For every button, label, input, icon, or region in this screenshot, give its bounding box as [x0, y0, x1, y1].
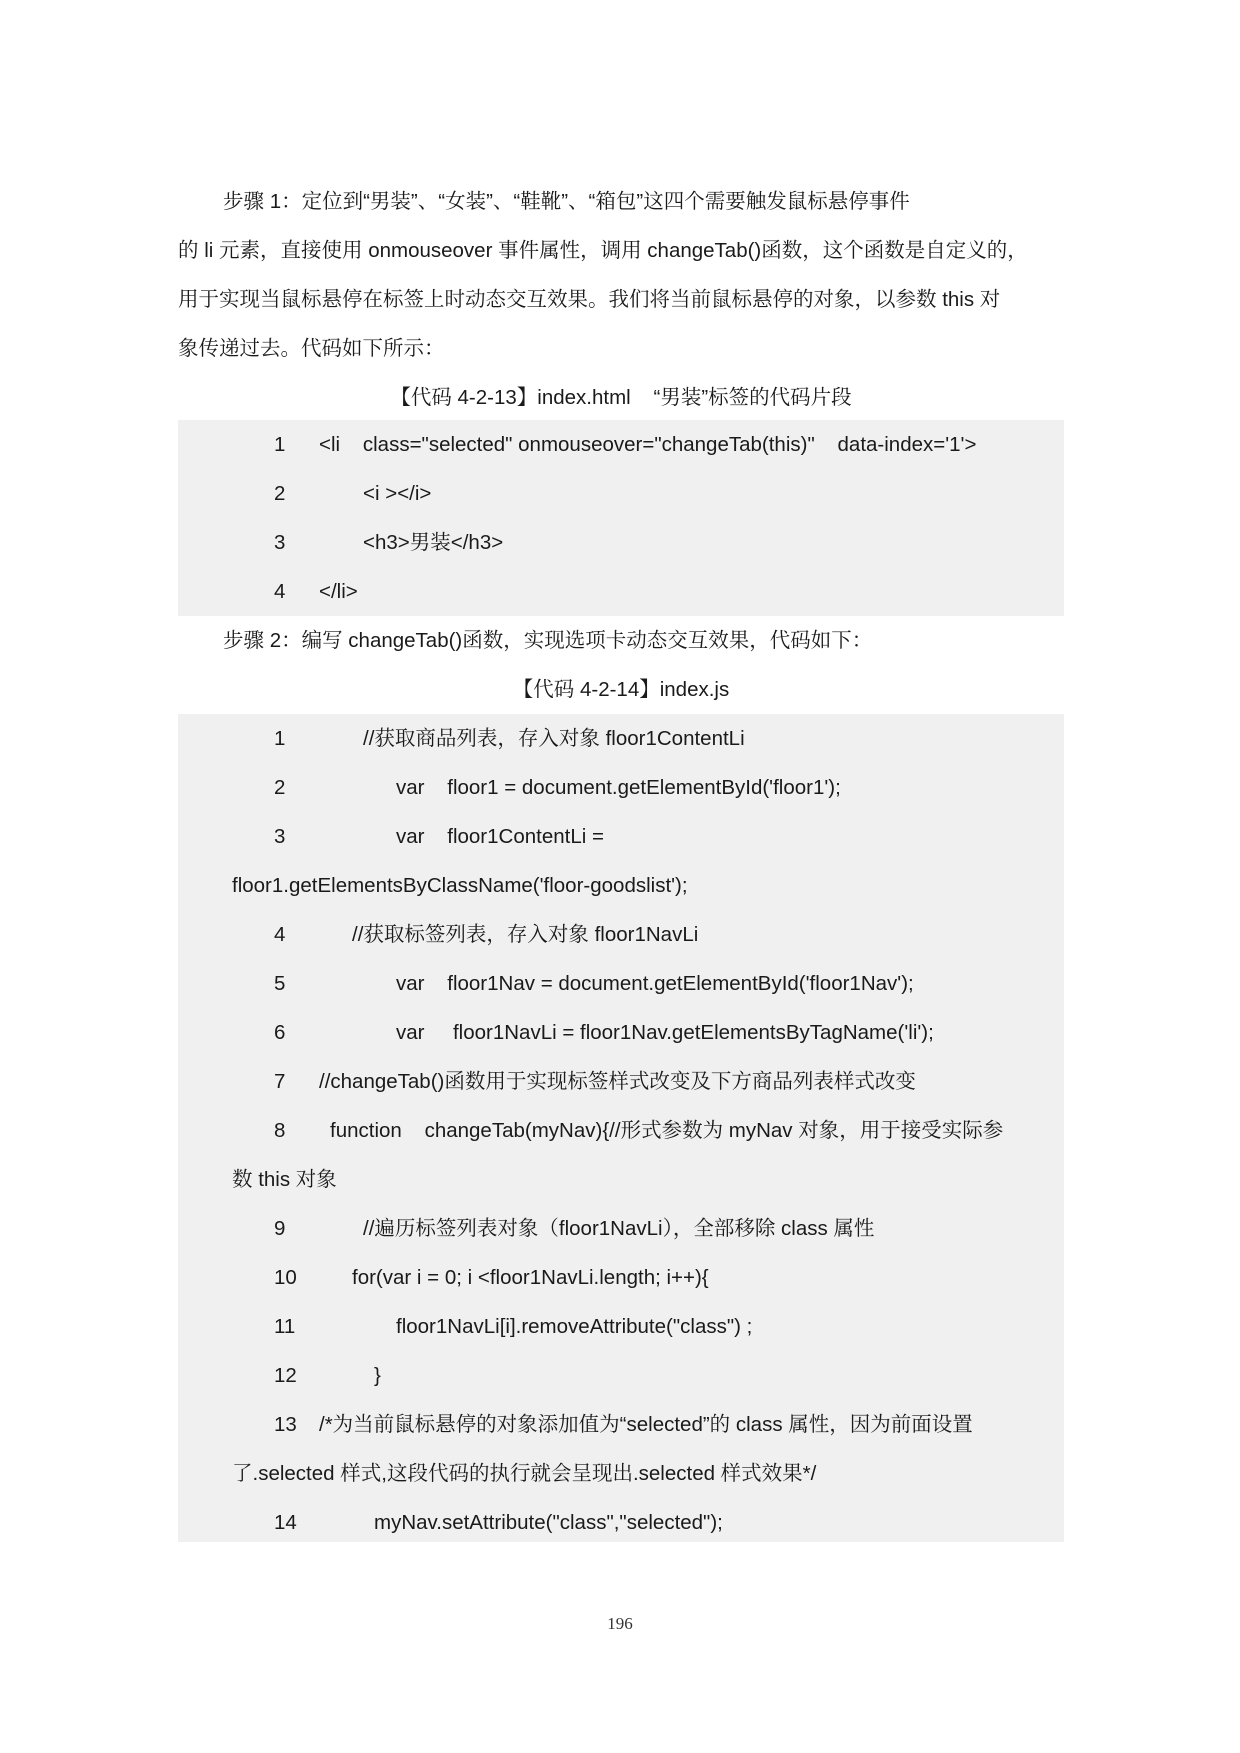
code-line	[178, 1008, 1064, 1057]
code-text: floor1.getElementsByClassName('floor-goodslist');	[232, 874, 688, 897]
code-text: for(var i = 0; i <floor1NavLi.length; i++){	[352, 1266, 709, 1289]
code-line	[178, 518, 1064, 567]
code-text: 了.selected 样式,这段代码的执行就会呈现出.selected 样式效果*/	[232, 1462, 817, 1485]
code-text: function changeTab(myNav){//形式参数为 myNav 对象，用于接受实际参	[330, 1119, 1004, 1142]
line-number: 14	[274, 1511, 297, 1534]
code-line	[178, 714, 1064, 763]
code-line	[178, 1106, 1064, 1155]
code-text: <i ></i>	[363, 482, 432, 505]
step1-paragraph	[178, 177, 1064, 373]
line-number: 8	[274, 1119, 286, 1142]
code-line-continuation	[178, 861, 1064, 910]
code2-caption: 【代码 4-2-14】index.js	[512, 678, 730, 701]
line-number: 10	[274, 1266, 297, 1289]
line-number: 4	[274, 580, 286, 603]
code-text: <li class="selected" onmouseover="changeTab(this)" data-index='1'>	[319, 433, 977, 456]
code-line	[178, 1057, 1064, 1106]
code-text: var floor1ContentLi =	[396, 825, 604, 848]
code-text: 数 this 对象	[232, 1168, 337, 1191]
line-number: 5	[274, 972, 286, 995]
line-number: 3	[274, 531, 286, 554]
code-line	[178, 910, 1064, 959]
code-line	[178, 1253, 1064, 1302]
code-line	[178, 567, 1064, 616]
code-line	[178, 1204, 1064, 1253]
line-number: 1	[274, 727, 286, 750]
step1-line: 步骤 1：定位到“男装”、“女装”、“鞋靴”、“箱包”这四个需要触发鼠标悬停事件	[223, 190, 910, 213]
code-text: }	[374, 1364, 381, 1387]
line-number: 1	[274, 433, 286, 456]
line-number: 12	[274, 1364, 297, 1387]
step2-line: 步骤 2：编写 changeTab()函数，实现选项卡动态交互效果，代码如下：	[223, 629, 873, 652]
code-text: var floor1NavLi = floor1Nav.getElementsByTagName('li');	[396, 1021, 934, 1044]
line-number: 11	[274, 1315, 296, 1338]
code-text: //获取标签列表，存入对象 floor1NavLi	[352, 923, 699, 946]
step2-paragraph	[178, 616, 1064, 665]
code-text: //获取商品列表，存入对象 floor1ContentLi	[363, 727, 745, 750]
code-text: floor1NavLi[i].removeAttribute("class") ;	[396, 1315, 753, 1338]
code-text: <h3>男装</h3>	[363, 531, 504, 554]
code-text: var floor1 = document.getElementById('floor1');	[396, 776, 841, 799]
code-text: </li>	[319, 580, 358, 603]
step1-line: 象传递过去。代码如下所示：	[178, 337, 445, 360]
code-line	[178, 1498, 1064, 1547]
step1-line: 用于实现当鼠标悬停在标签上时动态交互效果。我们将当前鼠标悬停的对象，以参数 this 对	[178, 288, 1001, 311]
code-text: myNav.setAttribute("class","selected");	[374, 1511, 723, 1534]
code-line-continuation	[178, 1449, 1064, 1498]
code-text: /*为当前鼠标悬停的对象添加值为“selected”的 class 属性，因为前面设置	[319, 1413, 973, 1436]
code-line	[178, 469, 1064, 518]
line-number: 2	[274, 776, 286, 799]
code-block-js	[178, 714, 1064, 1542]
code-line-continuation	[178, 1155, 1064, 1204]
line-number: 7	[274, 1070, 286, 1093]
code-line	[178, 420, 1064, 469]
code-text: //changeTab()函数用于实现标签样式改变及下方商品列表样式改变	[319, 1070, 916, 1093]
line-number: 13	[274, 1413, 297, 1436]
line-number: 4	[274, 923, 286, 946]
line-number: 6	[274, 1021, 286, 1044]
code-line	[178, 1351, 1064, 1400]
page-number: 196	[607, 1614, 633, 1633]
code-block-html	[178, 420, 1064, 616]
line-number: 9	[274, 1217, 286, 1240]
line-number: 2	[274, 482, 286, 505]
line-number: 3	[274, 825, 286, 848]
code-line	[178, 812, 1064, 861]
step1-line: 的 li 元素，直接使用 onmouseover 事件属性，调用 changeTab()函数，这个函数是自定义的，	[178, 239, 1028, 262]
code-text: var floor1Nav = document.getElementById('floor1Nav');	[396, 972, 914, 995]
code1-caption: 【代码 4-2-13】index.html “男装”标签的代码片段	[390, 386, 852, 409]
code-line	[178, 1302, 1064, 1351]
code-text: //遍历标签列表对象（floor1NavLi），全部移除 class 属性	[363, 1217, 875, 1240]
code-line	[178, 959, 1064, 1008]
code-line	[178, 1400, 1064, 1449]
code-line	[178, 763, 1064, 812]
